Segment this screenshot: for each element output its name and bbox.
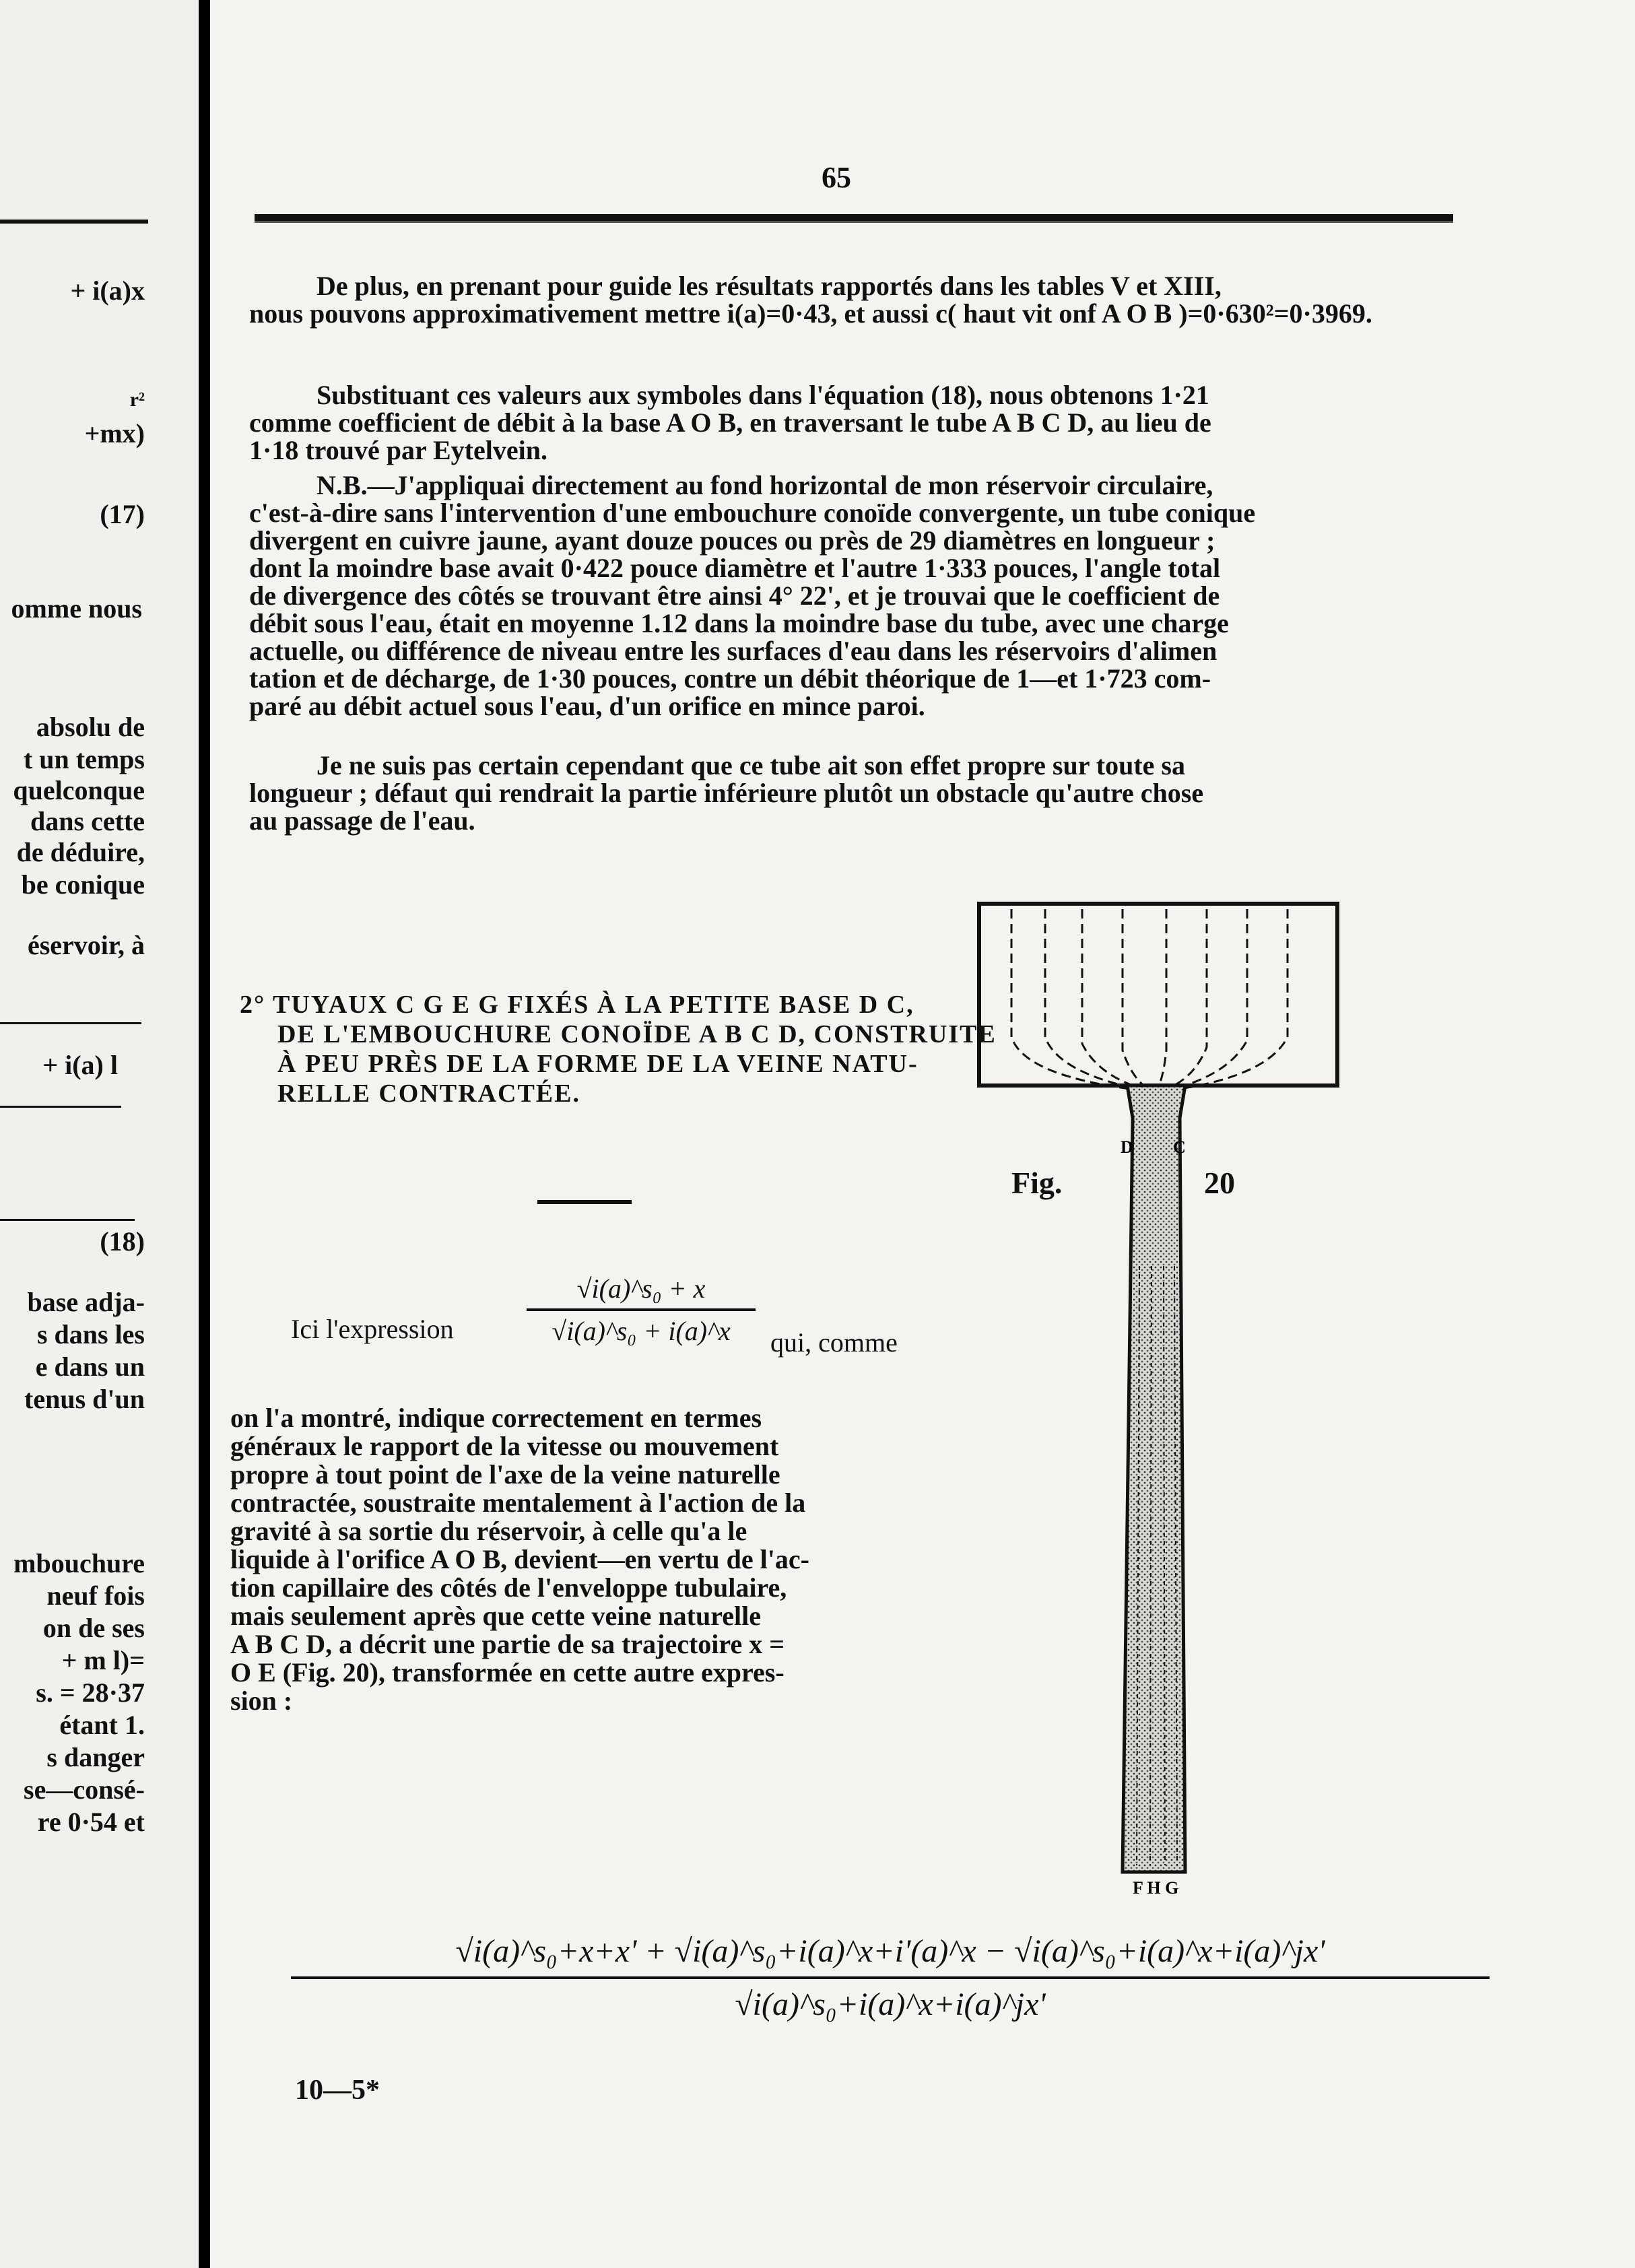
left-text-fragment: t un temps (23, 744, 145, 774)
text-line: sion : (230, 1686, 293, 1716)
text-line: dont la moindre base avait 0·422 pouce diamètre et l'autre 1·333 pouces, l'angle total (249, 553, 1221, 583)
text-line: de divergence des côtés se trouvant être ainsi 4° 22', et je trouvai que le coefficient de (249, 580, 1220, 611)
text-line: contractée, soustraite mentalement à l'action de la (230, 1488, 806, 1518)
left-text-fragment: s danger (46, 1742, 145, 1772)
left-text-fragment: on de ses (42, 1613, 145, 1643)
figure-20-illustration (971, 889, 1442, 1899)
left-rule (0, 1106, 121, 1108)
paragraph-4 (249, 752, 1414, 834)
section-title (240, 990, 997, 1108)
left-text-fragment: + i(a)x (70, 275, 145, 306)
text-line: A B C D, a décrit une partie de sa trajectoire x = (230, 1629, 785, 1659)
flow-lines (1011, 909, 1288, 1091)
left-text-fragment: étant 1. (59, 1710, 145, 1740)
left-text-fragment: neuf fois (46, 1580, 145, 1611)
text-line: paré au débit actuel sous l'eau, d'un orifice en mince paroi. (249, 691, 925, 721)
text-line: Substituant ces valeurs aux symboles dans l'équation (18), nous obtenons 1·21 (316, 380, 1209, 410)
formula-numerator: √i(a)^s₀+x+x' + √i(a)^s₀+i(a)^x+i'(a)^x − √i(a)^s₀+i(a)^x+i(a)^jx' (455, 1933, 1325, 1969)
text-line: actuelle, ou différence de niveau entre les surfaces d'eau dans les réservoirs d'alimen (249, 636, 1217, 666)
paragraph-3 (249, 471, 1414, 720)
left-text-fragment: (18) (100, 1226, 145, 1257)
text-line: divergent en cuivre jaune, ayant douze pouces ou près de 29 diamètres en longueur ; (249, 525, 1215, 556)
page-number: 65 (822, 161, 851, 194)
text-line: tion capillaire des côtés de l'enveloppe tubulaire, (230, 1572, 787, 1603)
text-line: N.B.—J'appliquai directement au fond horizontal de mon réservoir circulaire, (316, 470, 1213, 500)
formula-denominator: √i(a)^s₀+i(a)^x+i(a)^jx' (735, 1987, 1046, 2022)
left-text-fragment: base adja- (27, 1287, 145, 1317)
signature-mark: 10—5* (295, 2075, 380, 2106)
text-line: tation et de décharge, de 1·30 pouces, contre un débit théorique de 1—et 1·723 com- (249, 663, 1211, 694)
text-line: on l'a montré, indique correctement en termes (230, 1403, 762, 1433)
reservoir-outline (979, 904, 1337, 1086)
left-text-fragment: re 0·54 et (37, 1807, 145, 1837)
left-text-fragment: +mx) (84, 418, 145, 448)
expression-tail: qui, comme (770, 1327, 898, 1358)
left-text-fragment: s dans les (36, 1319, 145, 1349)
left-text-fragment: e dans un (35, 1352, 145, 1382)
left-rule (0, 1219, 135, 1221)
figure-letter-c: C (1173, 1137, 1186, 1157)
paragraph-1 (249, 272, 1414, 327)
text-line: comme coefficient de débit à la base A O B, en traversant le tube A B C D, au lieu de (249, 407, 1211, 438)
left-header-rule (0, 220, 148, 224)
figure-letter-d: D (1121, 1137, 1133, 1157)
title-line: 2° TUYAUX C G E G FIXÉS À LA PETITE BASE D C, (240, 991, 914, 1019)
text-line: nous pouvons approximativement mettre i(a)=0·43, et aussi c( haut vit onf A O B )=0·630²=0·3969. (249, 298, 1372, 329)
left-text-fragment: se—consé- (24, 1774, 145, 1805)
section-divider (537, 1200, 632, 1204)
left-text-fragment: mbouchure (13, 1548, 145, 1578)
text-line: mais seulement après que cette veine naturelle (230, 1601, 761, 1631)
figure-label: Fig. (1011, 1166, 1063, 1200)
expression-fraction (527, 1273, 756, 1347)
formula-bar (291, 1976, 1490, 1979)
figure-letters-fhg: F H G (1133, 1878, 1179, 1898)
left-text-fragment: tenus d'un (24, 1384, 145, 1414)
text-line: liquide à l'orifice A O B, devient—en vertu de l'ac- (230, 1544, 809, 1574)
text-line: débit sous l'eau, était en moyenne 1.12 dans la moindre base du tube, avec une charge (249, 608, 1229, 638)
text-line: propre à tout point de l'axe de la veine naturelle (230, 1459, 780, 1490)
main-page (210, 0, 1635, 2268)
title-line: DE L'EMBOUCHURE CONOÏDE A B C D, CONSTRUITE (277, 1020, 997, 1048)
paragraph-5 (230, 1404, 944, 1715)
left-page-fragment (0, 0, 199, 2268)
left-text-fragment: omme nous (11, 593, 142, 624)
left-text-fragment: dans cette (30, 806, 145, 836)
figure-number: 20 (1204, 1166, 1235, 1200)
text-line: Je ne suis pas certain cependant que ce tube ait son effet propre sur toute sa (316, 750, 1185, 780)
left-text-fragment: + i(a) l (42, 1050, 118, 1080)
left-text-fragment: be conique (21, 869, 145, 900)
fraction-bar (527, 1308, 756, 1311)
fraction-numerator: √i(a)^s₀ + x (576, 1273, 706, 1304)
text-line: O E (Fig. 20), transformée en cette autre expres- (230, 1657, 785, 1688)
text-line: au passage de l'eau. (249, 805, 475, 836)
expression-intro: Ici l'expression (291, 1314, 454, 1344)
header-rule (255, 214, 1453, 223)
left-text-fragment: absolu de (36, 712, 145, 742)
left-text-fragment: r² (129, 389, 145, 411)
left-text-fragment: éservoir, à (27, 930, 145, 960)
formula-2 (291, 1933, 1490, 2023)
fraction-denominator: √i(a)^s₀ + i(a)^x (552, 1316, 731, 1346)
text-line: c'est-à-dire sans l'intervention d'une embouchure conoïde convergente, un tube conique (249, 498, 1256, 528)
left-text-fragment: + m l)= (61, 1645, 145, 1675)
text-line: De plus, en prenant pour guide les résultats rapportés dans les tables V et XIII, (316, 271, 1222, 301)
text-line: 1·18 trouvé par Eytelvein. (249, 435, 547, 465)
left-text-fragment: s. = 28·37 (36, 1677, 145, 1708)
left-text-fragment: (17) (100, 499, 145, 529)
text-line: longueur ; défaut qui rendrait la partie inférieure plutôt un obstacle qu'autre chose (249, 778, 1204, 808)
paragraph-2 (249, 381, 1414, 464)
title-line: RELLE CONTRACTÉE. (277, 1079, 580, 1108)
left-rule (0, 1022, 141, 1024)
left-text-fragment: de déduire, (16, 837, 145, 867)
text-line: gravité à sa sortie du réservoir, à celle qu'a le (230, 1516, 747, 1546)
title-line: À PEU PRÈS DE LA FORME DE LA VEINE NATU- (277, 1050, 919, 1078)
text-line: généraux le rapport de la vitesse ou mouvement (230, 1431, 779, 1461)
left-text-fragment: quelconque (13, 775, 145, 805)
